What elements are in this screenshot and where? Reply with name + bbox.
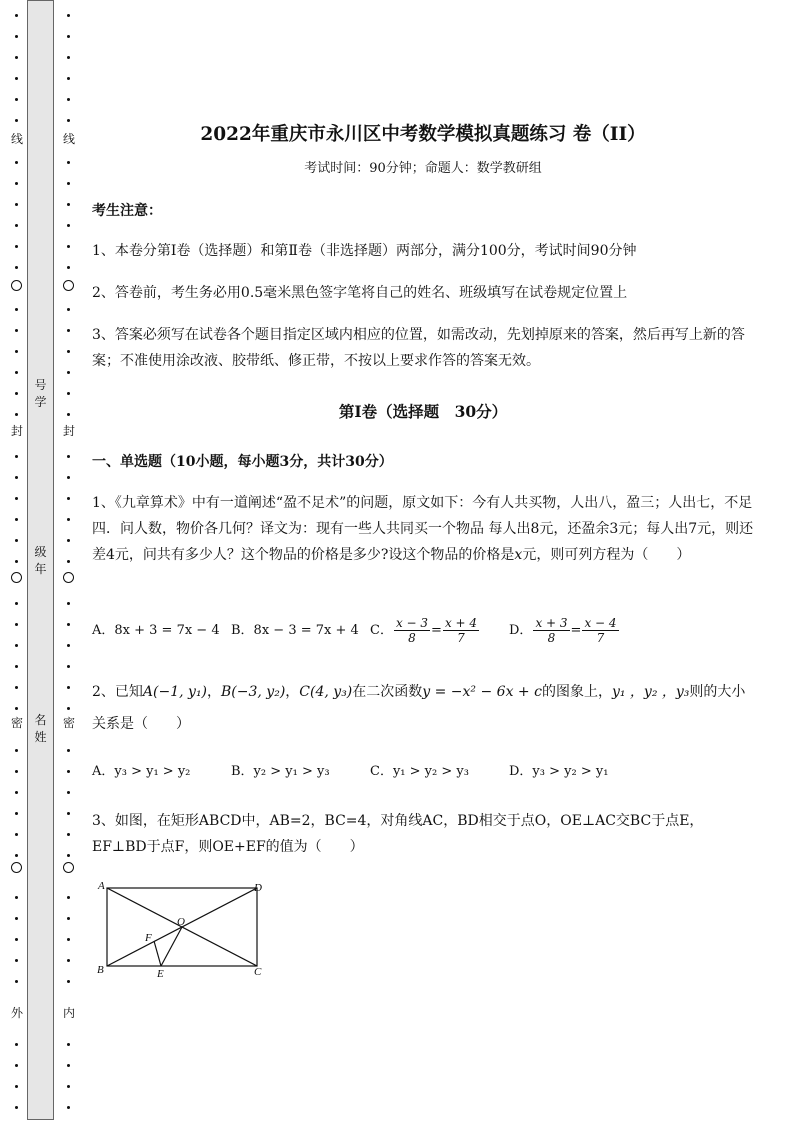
student-number-field-label: 号 学 — [34, 378, 47, 409]
binding-dot — [15, 938, 18, 941]
q1-option-a[interactable]: A．8x + 3 = 7x − 4 — [92, 623, 220, 638]
binding-dot — [67, 644, 70, 647]
binding-dot — [67, 56, 70, 59]
binding-dot — [67, 686, 70, 689]
binding-dot — [15, 644, 18, 647]
q2-option-d[interactable]: D．y₃ > y₂ > y₁ — [509, 764, 609, 779]
fraction: $\frac{x - 4}{7}$ — [584, 616, 617, 645]
exam-subtitle: 考试时间：90分钟；命题人：数学教研组 — [304, 161, 542, 176]
binding-dot — [15, 1106, 18, 1109]
label-o: O — [177, 916, 185, 928]
binding-dot — [15, 917, 18, 920]
binding-dot — [15, 833, 18, 836]
binding-dot — [67, 266, 70, 269]
binding-dot — [15, 413, 18, 416]
fraction: $\frac{x + 3}{8}$ — [535, 616, 568, 645]
left-binding-circle — [11, 862, 22, 873]
left-label-secret: 密 — [10, 716, 23, 730]
left-label-line: 线 — [10, 132, 23, 146]
binding-dot — [15, 539, 18, 542]
right-label-secret: 密 — [62, 716, 75, 730]
binding-dot — [67, 1085, 70, 1088]
notice-item: 3、答案必须写在试卷各个题目指定区域内相应的位置，如需改动，先划掉原来的答案，然后再写上新的答案；不准使用涂改液、胶带纸、修正带，不按以上要求作答的答案无效。 — [92, 327, 745, 369]
left-binding-circle — [11, 572, 22, 583]
binding-dot — [67, 917, 70, 920]
right-binding-circle — [63, 862, 74, 873]
q2-option-c[interactable]: C．y₁ > y₂ > y₃ — [370, 764, 469, 779]
binding-dot — [15, 980, 18, 983]
question-1-stem: 1、《九章算术》中有一道阐述“盈不足术”的问题，原文如下：今有人共买物，人出八，盈三；人出七，不足四．问人数，物价各几何？译文为：现有一些人共同买一个物品 每人出8元，还盈余3元；每人出7元，则还差4元，问共有多少人？这个物品的价格是多少?设这个物品的价格是x元，则可列方程为（ ） — [92, 495, 754, 563]
binding-dot — [67, 392, 70, 395]
binding-dot — [67, 350, 70, 353]
q1-option-d[interactable]: D． $\frac{x + 3}{8}$ = $\frac{x - 4}{7}$ — [509, 616, 617, 645]
binding-dot — [67, 665, 70, 668]
binding-dot — [15, 560, 18, 563]
question-part-heading: 一、单选题（10小题，每小题3分，共计30分） — [92, 454, 393, 470]
right-binding-circle — [63, 280, 74, 291]
binding-dot — [15, 35, 18, 38]
fraction: $\frac{x - 3}{8}$ — [395, 616, 429, 645]
segment-ef — [154, 941, 161, 966]
binding-dot — [67, 791, 70, 794]
binding-dot — [67, 833, 70, 836]
binding-dot — [15, 1064, 18, 1067]
binding-dot — [67, 35, 70, 38]
right-label-line: 线 — [62, 132, 75, 146]
binding-dot — [15, 329, 18, 332]
question-1-options — [92, 613, 754, 649]
binding-dot — [67, 476, 70, 479]
binding-dot — [15, 14, 18, 17]
binding-dot — [15, 1085, 18, 1088]
binding-dot — [67, 224, 70, 227]
binding-dot — [67, 413, 70, 416]
q1-option-b[interactable]: B．8x − 3 = 7x + 4 — [231, 623, 359, 638]
binding-dot — [67, 1106, 70, 1109]
rectangle-abcd-figure — [97, 880, 267, 980]
binding-dot — [67, 518, 70, 521]
q2-option-b[interactable]: B．y₂ > y₁ > y₃ — [231, 764, 330, 779]
binding-dot — [15, 812, 18, 815]
binding-dot — [15, 350, 18, 353]
binding-dot — [67, 938, 70, 941]
binding-dot — [15, 623, 18, 626]
binding-dot — [67, 119, 70, 122]
binding-dot — [67, 623, 70, 626]
binding-dot — [67, 707, 70, 710]
name-field-label: 名 姓 — [34, 713, 47, 744]
binding-dot — [67, 560, 70, 563]
question-2-stem: 2、已知A(−1, y₁)，B(−3, y₂)，C(4, y₃)在二次函数y = −x² − 6x + c的图象上，y₁ ，y₂ ，y₃则的大小关系是（ ） — [92, 684, 746, 732]
binding-dot — [67, 602, 70, 605]
binding-dot — [67, 812, 70, 815]
binding-dot — [15, 497, 18, 500]
section-title: 第I卷（选择题 30分） — [338, 402, 508, 421]
left-label-seal: 封 — [10, 424, 23, 438]
binding-dot — [15, 791, 18, 794]
binding-dot — [15, 392, 18, 395]
binding-dot — [67, 308, 70, 311]
binding-dot — [15, 1043, 18, 1046]
binding-dot — [15, 266, 18, 269]
binding-dot — [67, 98, 70, 101]
binding-dot — [67, 161, 70, 164]
binding-dot — [15, 245, 18, 248]
label-b: B — [97, 964, 104, 976]
binding-dot — [67, 182, 70, 185]
binding-dot — [15, 602, 18, 605]
binding-dot — [15, 308, 18, 311]
notice-item: 2、答卷前，考生务必用0.5毫米黑色签字笔将自己的姓名、班级填写在试卷规定位置上 — [92, 285, 628, 301]
binding-dot — [67, 497, 70, 500]
binding-dot — [15, 77, 18, 80]
label-c: C — [254, 966, 262, 978]
binding-dot — [15, 770, 18, 773]
binding-dot — [67, 854, 70, 857]
binding-dot — [67, 14, 70, 17]
binding-dot — [15, 224, 18, 227]
binding-dot — [15, 707, 18, 710]
binding-dot — [67, 329, 70, 332]
q1-option-c[interactable]: C． $\frac{x - 3}{8}$ = $\frac{x + 4}{7}$ — [370, 616, 478, 645]
label-f: F — [145, 932, 152, 944]
notice-heading: 考生注意： — [92, 203, 162, 219]
question-2-options — [92, 754, 754, 790]
label-a: A — [98, 880, 105, 892]
notice-item: 1、本卷分第I卷（选择题）和第Ⅱ卷（非选择题）两部分，满分100分，考试时间90分钟 — [92, 243, 637, 259]
binding-dot — [15, 896, 18, 899]
binding-dot — [15, 686, 18, 689]
right-label-inner: 内 — [62, 1006, 75, 1020]
binding-dot — [15, 119, 18, 122]
right-dotted-column — [59, 0, 79, 1123]
binding-dot — [15, 665, 18, 668]
fraction: $\frac{x + 4}{7}$ — [444, 616, 478, 645]
binding-dot — [67, 980, 70, 983]
binding-dot — [67, 371, 70, 374]
binding-dot — [67, 539, 70, 542]
binding-dot — [67, 77, 70, 80]
label-d: D — [254, 882, 262, 894]
binding-dot — [67, 896, 70, 899]
binding-dot — [15, 182, 18, 185]
binding-dot — [67, 1043, 70, 1046]
binding-dot — [15, 476, 18, 479]
binding-dot — [67, 455, 70, 458]
binding-dot — [67, 770, 70, 773]
q2-option-a[interactable]: A．y₃ > y₁ > y₂ — [92, 764, 191, 779]
right-binding-circle — [63, 572, 74, 583]
binding-dot — [15, 56, 18, 59]
grade-field-label: 级 年 — [34, 545, 47, 576]
right-label-seal: 封 — [62, 424, 75, 438]
binding-dot — [67, 749, 70, 752]
label-e: E — [157, 968, 164, 980]
binding-dot — [15, 518, 18, 521]
left-binding-circle — [11, 280, 22, 291]
exam-title: 2022年重庆市永川区中考数学模拟真题练习 卷（II） — [200, 124, 646, 145]
binding-dot — [15, 203, 18, 206]
binding-dot — [15, 749, 18, 752]
left-dotted-column — [7, 0, 27, 1123]
question-3-stem: 3、如图，在矩形ABCD中，AB=2，BC=4，对角线AC，BD相交于点O，OE⊥AC交BC于点E，EF⊥BD于点F，则OE+EF的值为（ ） — [92, 813, 704, 855]
binding-dot — [67, 959, 70, 962]
binding-dot — [67, 245, 70, 248]
binding-dot — [15, 455, 18, 458]
binding-dot — [15, 371, 18, 374]
binding-dot — [67, 203, 70, 206]
binding-dot — [15, 854, 18, 857]
binding-dot — [67, 1064, 70, 1067]
left-label-outer: 外 — [10, 1006, 23, 1020]
binding-dot — [15, 98, 18, 101]
binding-dot — [15, 161, 18, 164]
binding-dot — [15, 959, 18, 962]
